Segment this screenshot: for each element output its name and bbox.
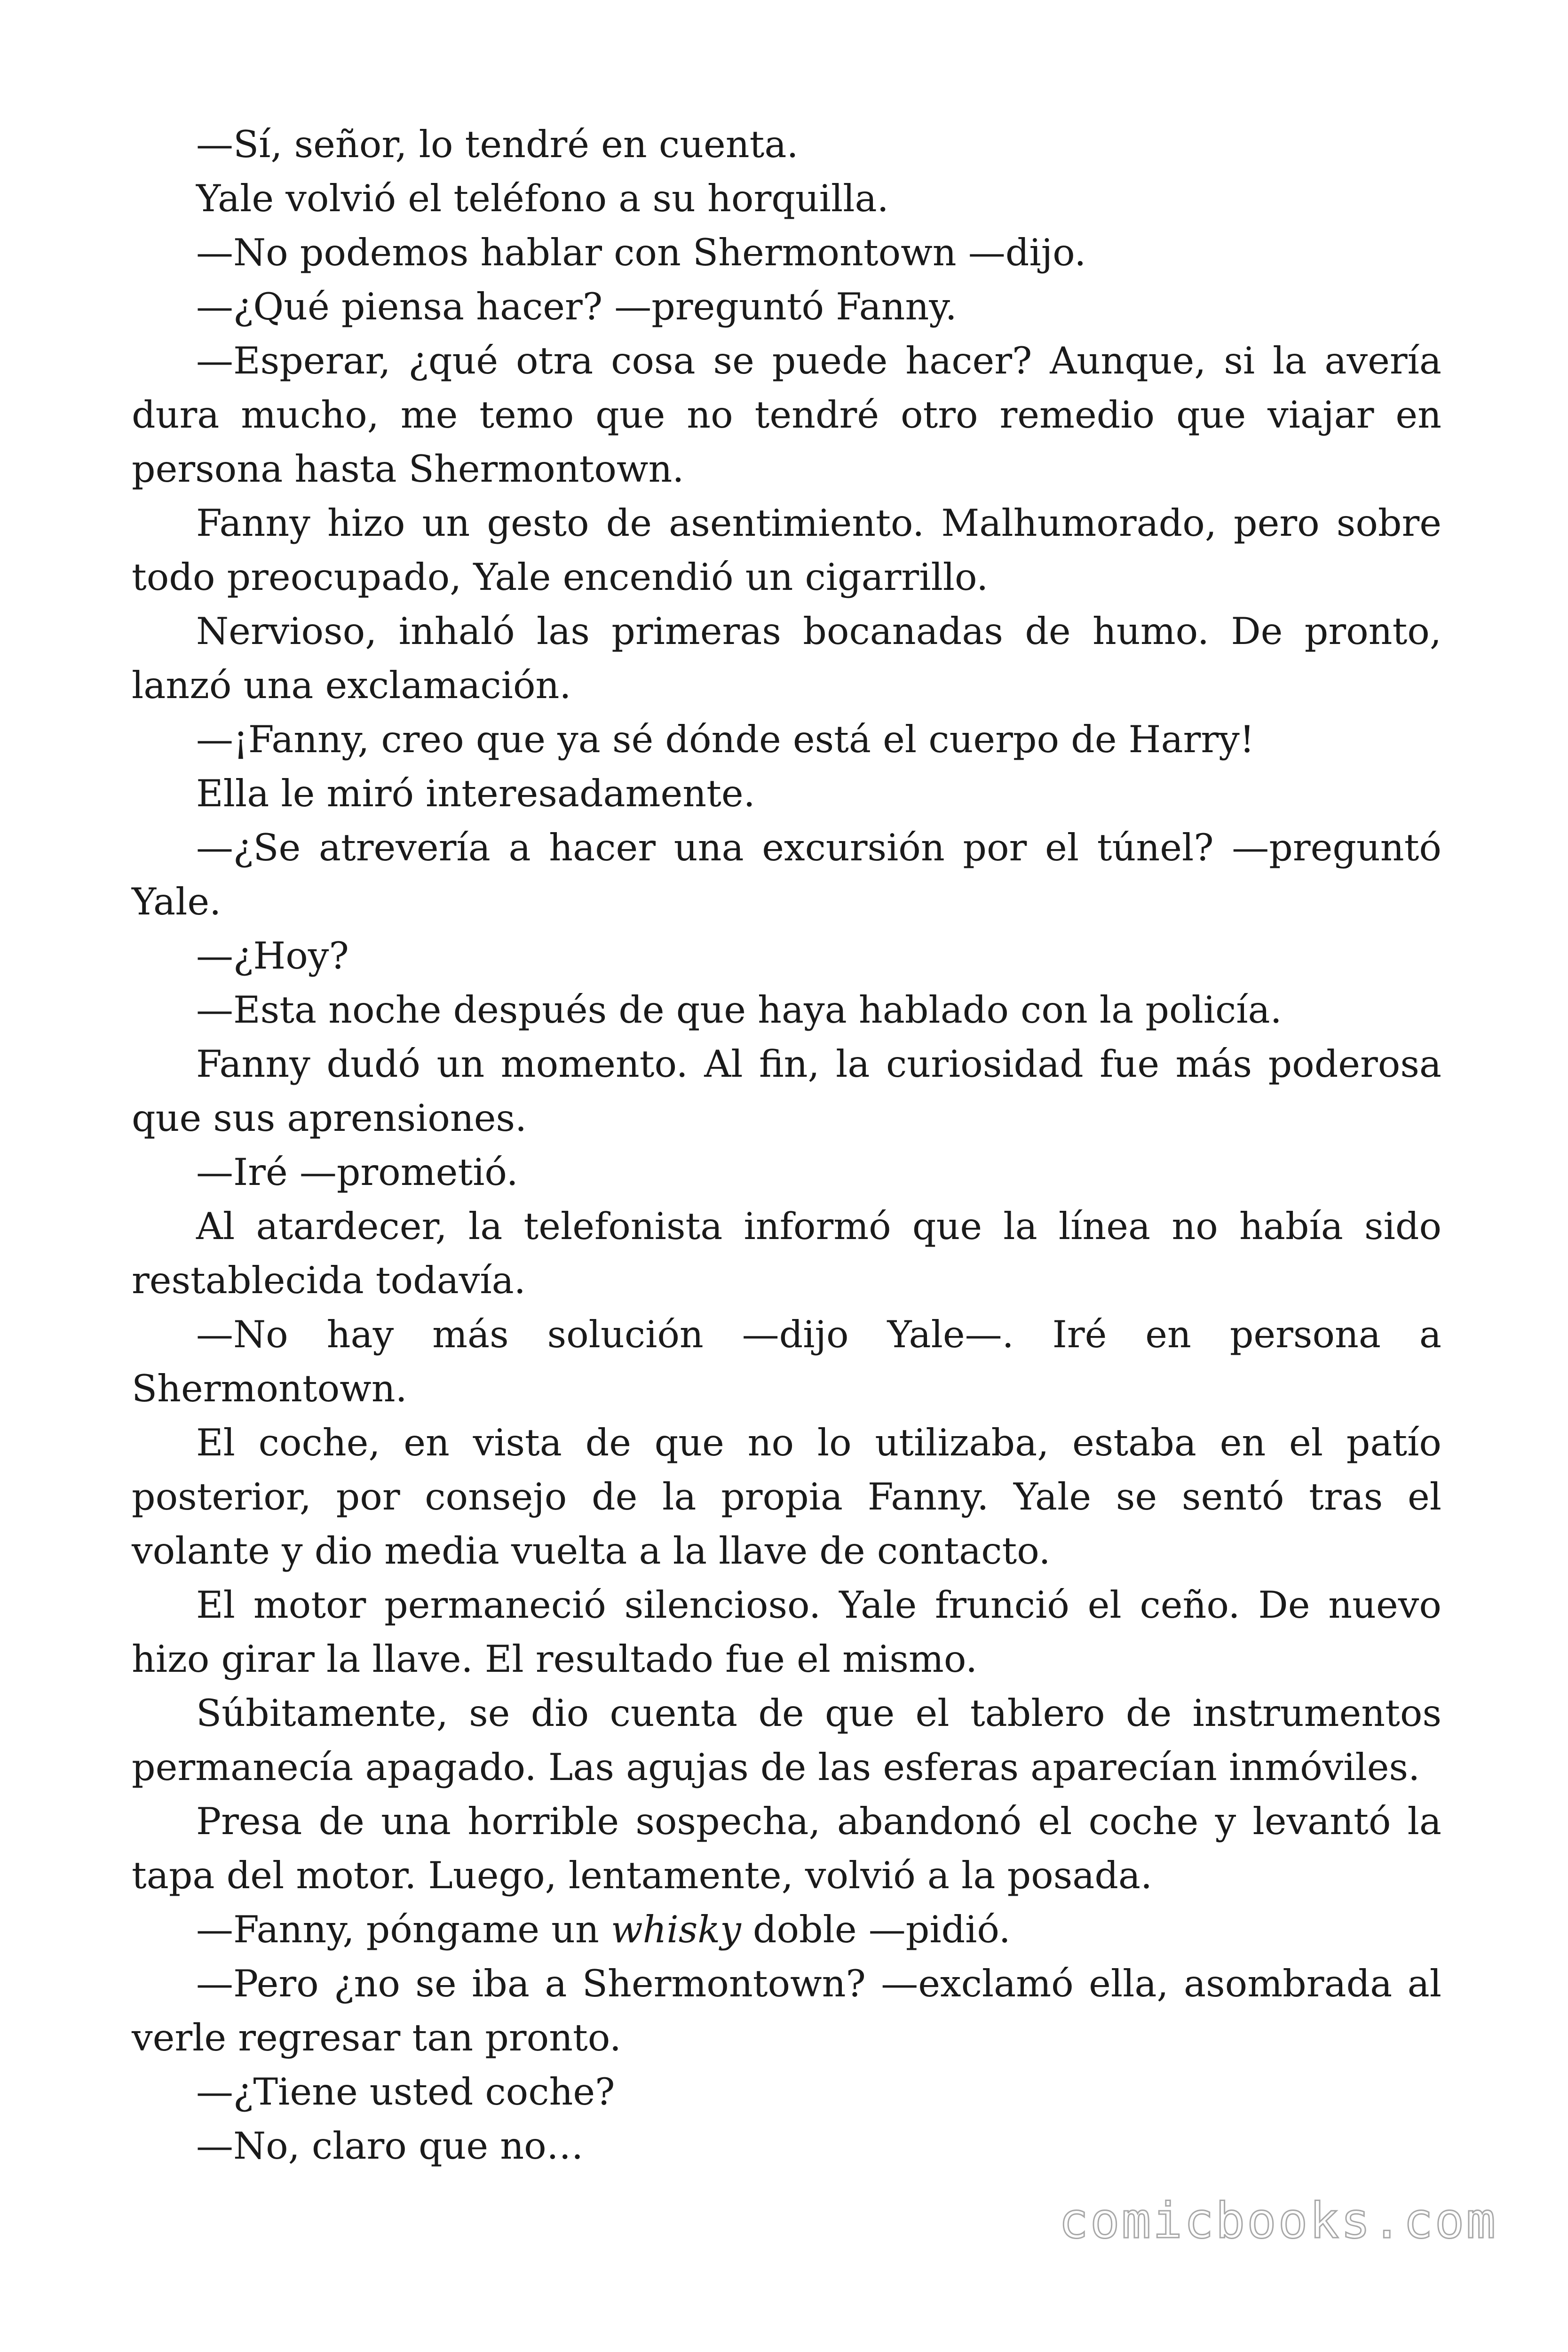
paragraph-19: Súbitamente, se dio cuenta de que el tablero de instrumentos permanecía apagado. Las agujas de las esferas aparecían inmóviles. xyxy=(132,1692,1441,1789)
paragraph-10: —¿Se atrevería a hacer una excursión por el túnel? —preguntó Yale. xyxy=(132,826,1441,923)
paragraph-24: —No, claro que no… xyxy=(196,2124,584,2168)
paragraph-21-end: doble —pidió. xyxy=(741,1908,1011,1951)
paragraph-5: —Esperar, ¿qué otra cosa se puede hacer? Aunque, si la avería dura mucho, me temo que no tendré otro remedio que viajar en persona hasta Shermontown. xyxy=(132,339,1441,491)
paragraph-8: —¡Fanny, creo que ya sé dónde está el cuerpo de Harry! xyxy=(196,718,1255,761)
paragraph-18: El motor permaneció silencioso. Yale frunció el ceño. De nuevo hizo girar la llave. El resultado fue el mismo. xyxy=(132,1583,1441,1681)
paragraph-16: —No hay más solución —dijo Yale—. Iré en persona a Shermontown. xyxy=(132,1313,1441,1410)
paragraph-21-emphasis: whisky xyxy=(611,1908,741,1951)
paragraph-23: —¿Tiene usted coche? xyxy=(196,2070,615,2114)
paragraph-13: Fanny dudó un momento. Al fin, la curiosidad fue más poderosa que sus aprensiones. xyxy=(132,1042,1441,1140)
paragraph-6: Fanny hizo un gesto de asentimiento. Malhumorado, pero sobre todo preocupado, Yale encendió un cigarrillo. xyxy=(132,501,1441,599)
paragraph-17: El coche, en vista de que no lo utilizaba, estaba en el patío posterior, por consejo de la propia Fanny. Yale se sentó tras el volante y dio media vuelta a la llave de contacto. xyxy=(132,1421,1441,1573)
paragraph-12: —Esta noche después de que haya hablado con la policía. xyxy=(196,988,1282,1032)
paragraph-15: Al atardecer, la telefonista informó que la línea no había sido restablecida todavía. xyxy=(132,1205,1441,1302)
paragraph-7: Nervioso, inhaló las primeras bocanadas de humo. De pronto, lanzó una exclamación. xyxy=(132,610,1441,707)
paragraph-20: Presa de una horrible sospecha, abandonó el coche y levantó la tapa del motor. Luego, lentamente, volvió a la posada. xyxy=(132,1800,1441,1897)
paragraph-2: Yale volvió el teléfono a su horquilla. xyxy=(196,177,889,220)
paragraph-3: —No podemos hablar con Shermontown —dijo. xyxy=(196,231,1086,274)
paragraph-4: —¿Qué piensa hacer? —preguntó Fanny. xyxy=(196,285,957,328)
paragraph-9: Ella le miró interesadamente. xyxy=(196,772,755,815)
paragraph-21 xyxy=(132,1903,1441,1957)
watermark: comicbooks.com xyxy=(1059,2192,1497,2249)
page-body xyxy=(132,118,1441,2173)
paragraph-14: —Iré —prometió. xyxy=(196,1151,518,1194)
paragraph-1: —Sí, señor, lo tendré en cuenta. xyxy=(196,123,799,166)
paragraph-11: —¿Hoy? xyxy=(196,934,349,977)
paragraph-21-start: —Fanny, póngame un xyxy=(196,1908,611,1951)
paragraph-22: —Pero ¿no se iba a Shermontown? —exclamó ella, asombrada al verle regresar tan pronto. xyxy=(132,1962,1441,2059)
